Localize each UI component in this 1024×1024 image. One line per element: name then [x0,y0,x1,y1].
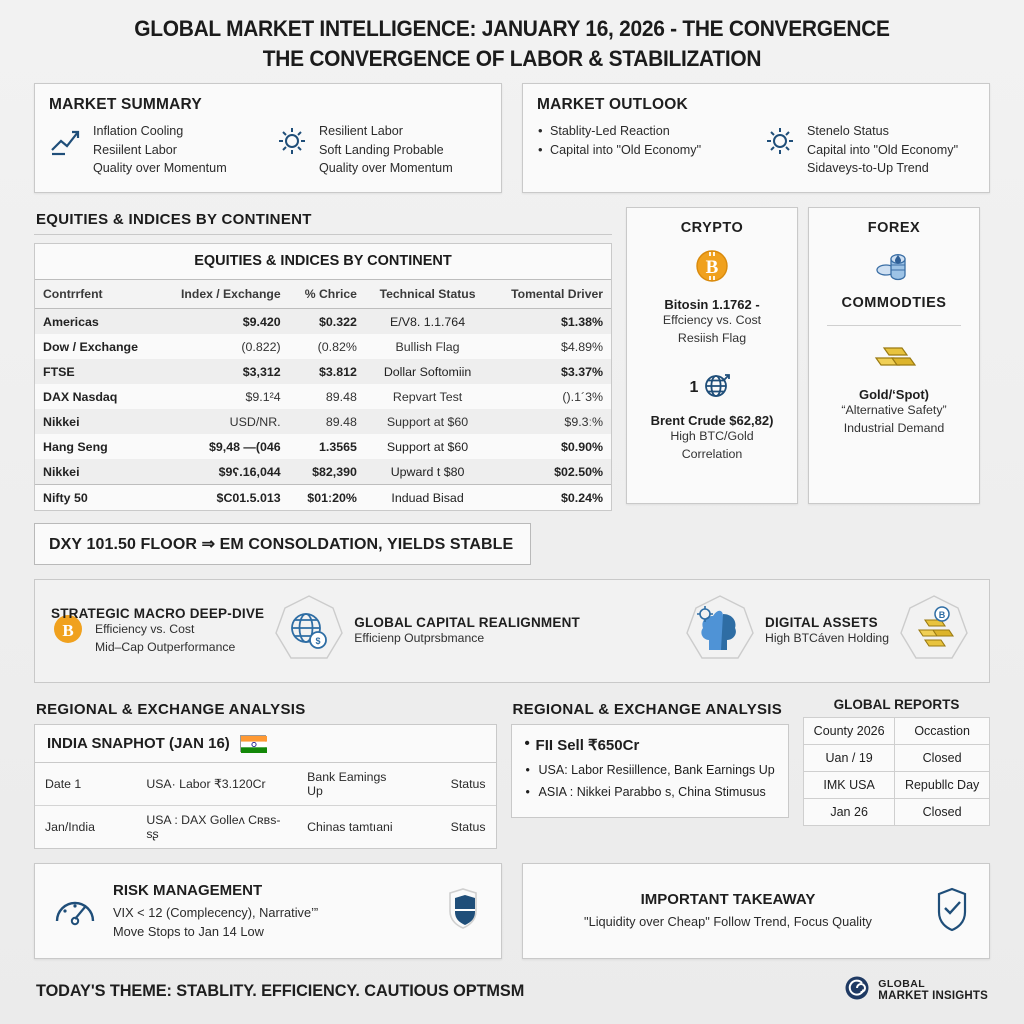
col-technical: Technical Status [365,280,490,309]
india-snapshot-header [35,725,496,763]
snapshot-cell: Date 1 [45,777,82,792]
regional-mid [511,697,790,818]
gold-line-sub2: Industrial Demand [843,421,945,436]
outlook-right-line-3: Sidaveys-to-Up Trend [807,161,929,176]
crypto-line1-sub2: Resiish Flag [677,331,747,346]
report-cell: IMK USA [804,772,895,799]
cell-technical: Repvart Test [392,389,463,404]
risk-title: RISK MANAGEMENT [113,881,263,899]
col-driver: Tomental Driver [490,280,611,309]
cell-change: $0.322 [319,314,357,329]
table-row [35,359,611,384]
deep-dive-title-1: STRATEGIC MACRO DEEP-DIVE [51,606,265,622]
cell-continent: Nikkei [43,414,80,429]
cell-driver: $0.90% [560,439,603,454]
risk-line-1: VIX < 12 (Complecency), Narrative’” [113,904,319,920]
table-row [35,434,611,459]
cell-index: $C01.5.013 [159,485,288,511]
cell-change: $3.812 [319,364,357,379]
cell-technical: Induad Bisad [365,485,490,511]
logo-line-1: GLOBAL [878,978,926,991]
market-summary-right [275,122,487,178]
ai-brain-icon [681,592,759,670]
deep-dive-item-1 [51,606,264,656]
oil-barrel-icon [819,246,969,289]
cell-technical: Support at $60 [386,414,469,429]
crypto-card [626,207,798,504]
regional-zone [34,697,990,849]
table-row [804,718,990,745]
india-snapshot-body [35,763,496,848]
table-row [35,806,496,849]
deep-dive-sub2-1: Mid–Cap Outperformance [95,639,236,654]
gauge-icon [51,887,99,936]
table-row [35,459,611,485]
page-title [34,0,990,83]
cell-driver: $02.50% [554,464,603,479]
title-line-1: GLOBAL MARKET INTELLIGENCE: JANUARY 16, 2026 - THE CONVERGENCE [134,16,890,41]
snapshot-cell: USA : DAX Golleᴧ Cʀʙs-sʂ [136,806,297,849]
cell-driver: ().1´3% [562,389,603,404]
snapshot-cell: Status [413,806,496,849]
snapshot-title: INDIA SNAPHOT (JAN 16) [47,735,230,753]
global-reports-body [804,718,990,826]
snapshot-cell: Status [450,777,486,792]
cell-index: USD/NR. [229,414,281,429]
equities-table-body [35,309,611,511]
table-row [804,745,990,772]
india-snapshot-box [34,724,497,849]
market-outlook-left [537,122,749,178]
cell-continent: Nikkei [43,464,80,479]
cell-index: $9ʕ.16,044 [218,464,281,479]
india-flag-icon [240,735,266,752]
regional-mid-heading: REGIONAL & EXCHANGE ANALYSIS [512,701,783,719]
crypto-line2-sub2: Correlation [681,447,743,462]
equities-table [35,279,611,510]
cell-driver: $0.24% [490,485,611,511]
cell-change: 1.3565 [319,439,357,454]
forex-divider [827,325,961,326]
risk-management-card [34,863,502,959]
snapshot-cell: Chinas tamtıani [297,806,412,849]
table-row [804,772,990,799]
cell-change: $82,390 [312,464,357,479]
equities-table-panel [34,243,612,511]
cell-change: 89.48 [325,389,357,404]
commodities-subtitle: COMMODTIES [841,295,947,312]
cell-technical: Upward t $80 [390,464,465,479]
strategic-deep-dive-band [34,579,990,683]
table-header-row [35,280,611,309]
dxy-banner: DXY 101.50 FLOOR ⇒ EM CONSOLDATION, YIELDS STABLE [34,523,531,565]
summary-right-line-3: Quality over Momentum [319,161,453,176]
cell-technical: E/V8. 1.1.764 [390,314,466,329]
gear-icon [763,124,797,158]
cell-change: 89.48 [325,414,357,429]
report-cell: Jan 26 [804,799,895,826]
global-reports-table [803,717,990,826]
crypto-line2-bold: Brent Crude $62,82) [650,413,774,429]
fii-bullet-1: • USA: Labor Resiillence, Bank Earnings Up [525,760,776,782]
bottom-cards-row [34,863,990,959]
cell-technical: Dollar Softomiin [383,364,472,379]
svg-text:$: $ [315,636,321,647]
fii-box [511,724,790,818]
cell-driver: $1.38% [560,314,603,329]
cell-index: $9,48 —(046 [208,439,281,454]
summary-right-line-2: Soft Landing Probable [319,142,444,157]
svg-text:B: B [705,257,719,279]
cell-change: $01ː20% [289,485,365,511]
summary-left-line-3: Quality over Momentum [93,161,227,176]
outlook-bullet-1: • Stablity-Led Reaction [537,122,701,141]
cell-index: $9.1²4 [245,389,281,404]
deep-dive-title-3: DIGITAL ASSETS [765,615,878,631]
market-outlook-card [522,83,990,193]
cell-technical: Bullish Flag [395,339,460,354]
cell-continent: Americas [43,314,99,329]
globe-arrow-icon-group [637,368,787,407]
takeaway-line-1: "Liquidity over Cheap" Follow Trend, Focus Quality [584,914,872,930]
india-snapshot-table [35,763,496,848]
gold-line-sub1: “Alternative Safety” [841,403,947,418]
title-line-2: THE CONVERGENCE OF LABOR & STABILIZATION [262,45,762,71]
snapshot-cell: Bank Eamings Up [307,770,387,799]
crypto-line2-sub1: High BTC/Gold [670,429,754,444]
market-side-cards [626,207,980,504]
table-row [35,334,611,359]
deep-dive-title-2: GLOBAL CAPITAL REALIGNMENT [354,615,580,631]
outlook-bullet-2: • Capital into "Old Economy" [537,141,701,160]
svg-text:B: B [62,620,74,640]
forex-card [808,207,980,504]
shield-lock-icon [441,886,485,937]
report-cell: Closed [895,745,990,772]
cell-driver: $9.3ː% [564,414,603,429]
gold-line-bold: Gold/‘Spot) [858,387,930,403]
cell-index: (0.822) [241,339,281,354]
fii-bullet-list [525,760,776,804]
gold-bars-icon [819,340,969,381]
cell-change: (0.82% [317,339,357,354]
cell-technical: Support at $60 [386,439,469,454]
outlook-right-line-1: Stenelo Status [807,124,889,139]
brand-logo [844,975,988,1006]
equities-section-heading: EQUITIES & INDICES BY CONTINENT [36,211,312,229]
col-change: % Chrice [289,280,365,309]
report-cell: Republlc Day [895,772,990,799]
outlook-right-line-2: Capital into "Old Economy" [807,142,959,157]
summary-left-line-2: Resiilent Labor [93,142,178,157]
trend-up-icon [49,124,83,158]
cell-continent: FTSE [43,364,75,379]
todays-theme: TODAY'S THEME: STABLITY. EFFICIENCY. CAUTIOUS OPTMSM [36,980,525,1000]
deep-dive-sub1-3: High BTCáven Holding [765,631,889,646]
market-summary-heading: MARKET SUMMARY [49,96,202,114]
crypto-title: CRYPTO [680,220,744,237]
report-cell: Occastion [895,718,990,745]
fii-bullet-2: • ASIA : Nikkei Parabbo s, China Stimusus [525,782,776,804]
cell-continent: Hang Seng [43,439,108,454]
regional-left [34,697,497,849]
top-cards-row [34,83,990,193]
table-row [35,485,611,511]
footer [34,975,990,1006]
globe-spiral-logo-icon [844,975,870,1006]
takeaway-title: IMPORTANT TAKEAWAY [640,891,816,909]
table-row [35,309,611,335]
cell-index: $9.420 [242,314,281,329]
svg-text:B: B [938,610,946,621]
crypto-line1-bold: Bitosin 1.1762 - [664,297,760,313]
gold-bars-icon [895,592,973,670]
cell-index: $3,312 [242,364,281,379]
equities-zone [34,207,990,565]
forex-title: FOREX [867,220,921,237]
report-cell: County 2026 [804,718,895,745]
market-summary-card [34,83,502,193]
section-divider [34,234,612,235]
cell-continent: DAX Nasdaq [43,389,118,404]
cell-continent: Nifty 50 [35,485,159,511]
shield-check-icon [931,886,973,937]
fii-main-line: • FII Sell ₹650Cr [525,736,776,754]
table-row [35,763,496,806]
table-row [35,409,611,434]
col-index: Index / Exchange [159,280,288,309]
market-outlook-right [763,122,975,178]
deep-dive-sub1-2: Efficienp Outprsbmance [354,631,485,646]
global-reports [803,697,990,826]
market-outlook-heading: MARKET OUTLOOK [537,96,688,114]
crypto-line1-sub1: Effciency vs. Cost [662,313,762,328]
deep-dive-item-3 [765,615,889,648]
report-cell: Uan / 19 [804,745,895,772]
table-row [804,799,990,826]
deep-dive-sub1-1: Efficiency vs. Cost [95,622,195,637]
risk-line-2: Move Stops to Jan 14 Low [113,923,264,939]
logo-line-2: MARKET INSIGHTS [878,990,988,1003]
equities-table-caption: EQUITIES & INDICES BY CONTINENT [194,253,452,270]
important-takeaway-card [522,863,990,959]
col-continent: Contrrfent [35,280,159,309]
cell-driver: $3.37% [560,364,603,379]
snapshot-cell: USA· Labor ₹3.120Cr [146,777,266,792]
summary-right-line-1: Resilient Labor [319,124,404,139]
summary-left-line-1: Inflation Cooling [93,124,184,139]
globe-arrow-icon [700,368,734,407]
report-cell: Closed [895,799,990,826]
regional-left-heading: REGIONAL & EXCHANGE ANALYSIS [36,701,306,719]
global-reports-title: GLOBAL REPORTS [833,697,960,713]
deep-dive-item-2 [354,615,580,648]
equities-left [34,207,612,565]
snapshot-cell: Jan/India [35,806,136,849]
cell-continent: Dow / Exchange [43,339,139,354]
bitcoin-icon [637,246,787,291]
cell-driver: $4.89% [560,339,603,354]
globe-finance-icon [270,592,348,670]
table-row [35,384,611,409]
market-summary-left [49,122,261,178]
gear-icon [275,124,309,158]
globe-icon-prefix: 1 [689,378,699,396]
